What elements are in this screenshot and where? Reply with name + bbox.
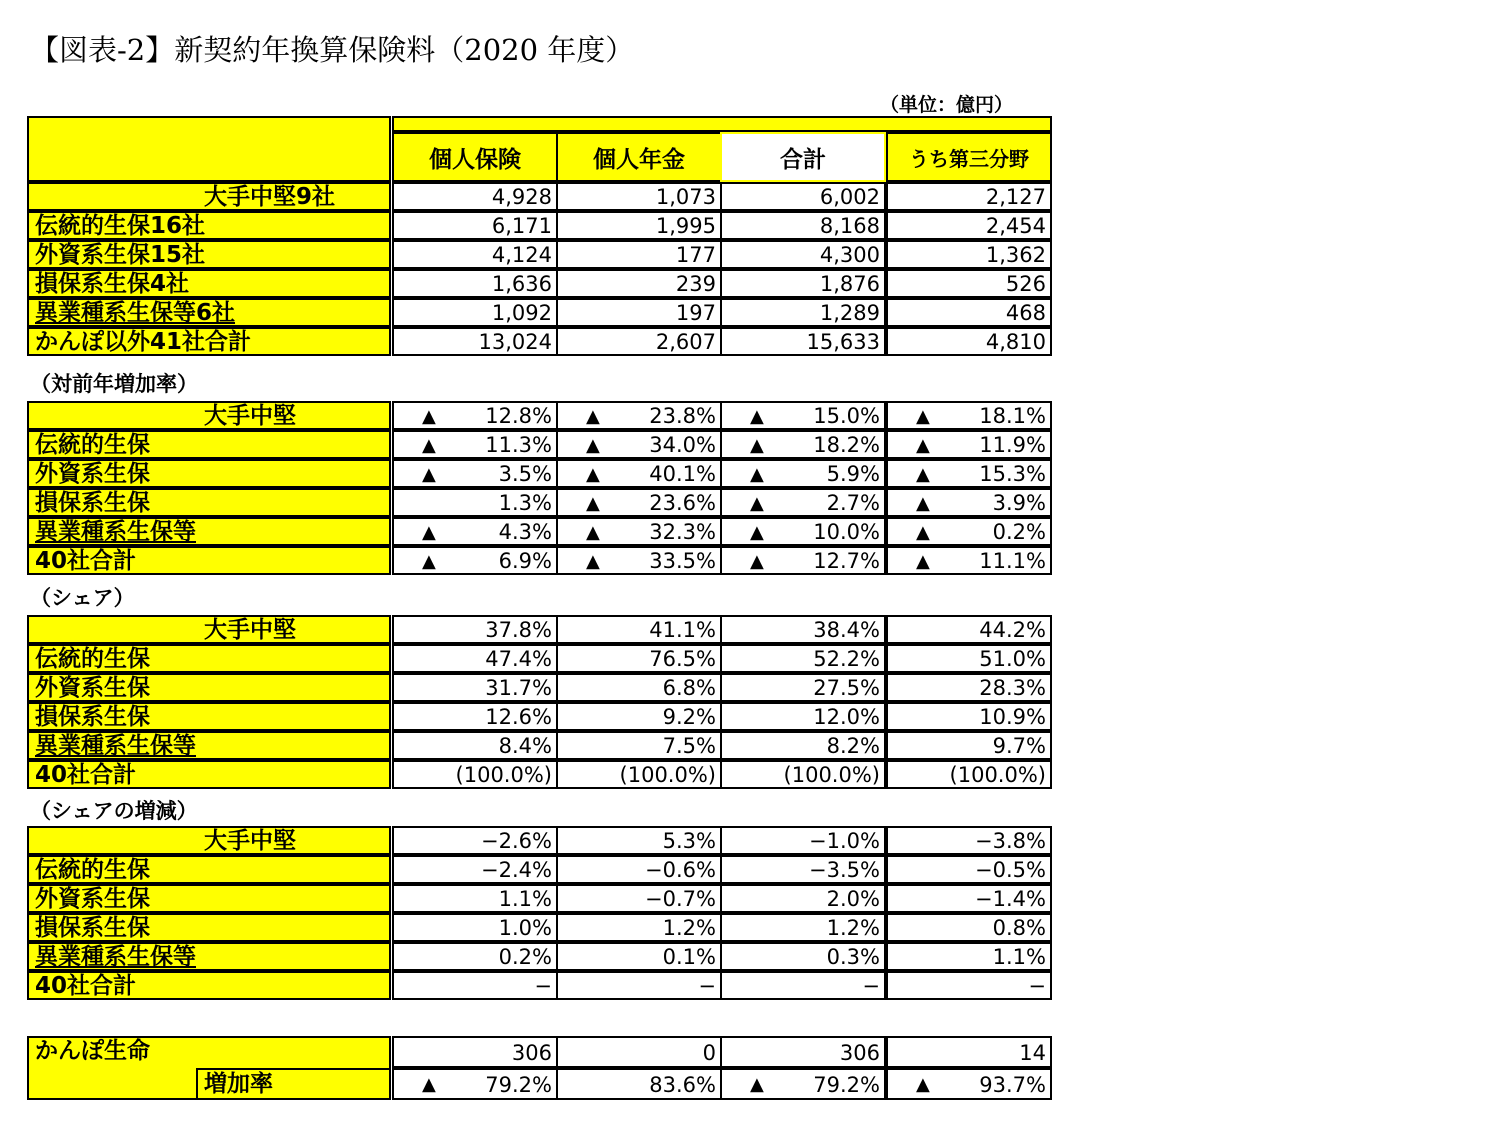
row-label-text: 40社合計 [35, 762, 137, 788]
decrease-triangle-icon: ▲ [750, 522, 764, 543]
table-cell [392, 731, 558, 760]
row-label [27, 517, 391, 546]
cell-value: 2.7% [826, 491, 880, 515]
cell-value: −3.8% [975, 829, 1046, 853]
table-cell [392, 702, 558, 731]
cell-value: 31.7% [485, 676, 552, 700]
row-label [27, 673, 391, 702]
section-heading: （対前年増加率） [30, 372, 198, 396]
header-band [392, 116, 1052, 132]
cell-value: 9.7% [992, 734, 1046, 758]
decrease-triangle-icon: ▲ [916, 1074, 930, 1095]
table-cell [886, 731, 1052, 760]
section-heading: （シェアの増減） [30, 799, 198, 823]
cell-value: 1,362 [985, 243, 1046, 267]
cell-value: 47.4% [485, 647, 552, 671]
decrease-triangle-icon: ▲ [422, 522, 436, 543]
cell-value: 5.3% [662, 829, 716, 853]
decrease-triangle-icon: ▲ [916, 435, 930, 456]
table-cell [392, 546, 558, 575]
cell-value: 23.8% [649, 404, 716, 428]
table-cell [886, 517, 1052, 546]
table-cell [556, 401, 722, 430]
cell-value: 12.8% [485, 404, 552, 428]
table-cell [556, 546, 722, 575]
cell-value: −1.4% [975, 887, 1046, 911]
table-cell [392, 760, 558, 789]
cell-value: 83.6% [649, 1073, 716, 1097]
table-cell [556, 298, 722, 327]
cell-value: 7.5% [662, 734, 716, 758]
cell-value: (100.0%) [619, 763, 716, 787]
row-label-text: 異業種系生保等 [35, 944, 196, 970]
cell-value: 37.8% [485, 618, 552, 642]
table-cell [556, 1036, 722, 1068]
table-cell [556, 327, 722, 356]
cell-value: 2,127 [985, 185, 1046, 209]
decrease-triangle-icon: ▲ [586, 493, 600, 514]
table-cell [392, 182, 558, 211]
row-label [27, 459, 391, 488]
table-cell [886, 327, 1052, 356]
cell-value: −2.6% [481, 829, 552, 853]
cell-value: 15,633 [806, 330, 880, 354]
cell-value: 2.0% [826, 887, 880, 911]
table-cell [886, 430, 1052, 459]
table-cell [392, 298, 558, 327]
row-label-text: 外資系生保 [35, 675, 150, 701]
cell-value: 40.1% [649, 462, 716, 486]
cell-value: 1,995 [655, 214, 716, 238]
cell-value: 12.0% [813, 705, 880, 729]
decrease-triangle-icon: ▲ [916, 464, 930, 485]
row-label [27, 182, 391, 211]
page-title: 【図表-2】新契約年換算保険料（2020 年度） [30, 33, 635, 67]
row-label [27, 488, 391, 517]
row-label-text: 外資系生保15社 [35, 242, 206, 268]
table-cell [556, 760, 722, 789]
table-cell [392, 971, 558, 1000]
cell-value: 1.1% [498, 887, 552, 911]
cell-value: 51.0% [979, 647, 1046, 671]
table-cell [392, 517, 558, 546]
table-cell [720, 430, 886, 459]
table-cell [556, 517, 722, 546]
table-cell [392, 673, 558, 702]
table-cell [392, 855, 558, 884]
table-cell [886, 182, 1052, 211]
table-cell [392, 240, 558, 269]
table-cell [720, 211, 886, 240]
cell-value: −3.5% [809, 858, 880, 882]
cell-value: 6,171 [491, 214, 552, 238]
cell-value: 4,300 [819, 243, 880, 267]
table-cell [556, 673, 722, 702]
table-cell [886, 673, 1052, 702]
decrease-triangle-icon: ▲ [422, 551, 436, 572]
table-cell [392, 488, 558, 517]
table-cell [720, 826, 886, 855]
table-cell [886, 971, 1052, 1000]
decrease-triangle-icon: ▲ [916, 522, 930, 543]
row-label [27, 884, 391, 913]
row-label [27, 826, 391, 855]
cell-value: 2,454 [985, 214, 1046, 238]
table-cell [720, 673, 886, 702]
cell-value: 44.2% [979, 618, 1046, 642]
column-header-third-sector: うち第三分野 [886, 132, 1052, 182]
cell-value: 13,024 [478, 330, 552, 354]
cell-value: 3.9% [992, 491, 1046, 515]
row-label [27, 731, 391, 760]
decrease-triangle-icon: ▲ [586, 551, 600, 572]
table-cell [556, 884, 722, 913]
cell-value: −2.4% [481, 858, 552, 882]
row-label [27, 615, 391, 644]
table-cell [392, 644, 558, 673]
table-cell [392, 1068, 558, 1100]
table-cell [720, 884, 886, 913]
decrease-triangle-icon: ▲ [586, 435, 600, 456]
table-cell [886, 855, 1052, 884]
table-cell [556, 855, 722, 884]
table-cell [720, 269, 886, 298]
table-cell [720, 488, 886, 517]
cell-value: 38.4% [813, 618, 880, 642]
cell-value: − [1028, 974, 1046, 998]
row-label-text: 40社合計 [35, 973, 137, 999]
table-cell [720, 731, 886, 760]
cell-value: 3.5% [498, 462, 552, 486]
table-cell [886, 488, 1052, 517]
decrease-triangle-icon: ▲ [916, 493, 930, 514]
table-cell [886, 942, 1052, 971]
cell-value: (100.0%) [783, 763, 880, 787]
row-label [27, 913, 391, 942]
cell-value: 177 [675, 243, 716, 267]
cell-value: 239 [675, 272, 716, 296]
table-cell [392, 942, 558, 971]
cell-value: 1.0% [498, 916, 552, 940]
row-label-text: 異業種系生保等 [35, 733, 196, 759]
cell-value: 2,607 [655, 330, 716, 354]
cell-value: 4,810 [985, 330, 1046, 354]
row-label-text: 伝統的生保 [35, 857, 150, 883]
decrease-triangle-icon: ▲ [422, 435, 436, 456]
table-cell [720, 942, 886, 971]
cell-value: 23.6% [649, 491, 716, 515]
table-cell [886, 240, 1052, 269]
row-label-text: 異業種系生保等6社 [35, 300, 236, 326]
cell-value: 0.2% [498, 945, 552, 969]
decrease-triangle-icon: ▲ [750, 406, 764, 427]
cell-value: 32.3% [649, 520, 716, 544]
cell-value: 1,073 [655, 185, 716, 209]
cell-value: 18.2% [813, 433, 880, 457]
table-cell [392, 913, 558, 942]
cell-value: 15.3% [979, 462, 1046, 486]
decrease-triangle-icon: ▲ [916, 551, 930, 572]
unit-note: （単位：億円） [880, 94, 1014, 116]
table-cell [886, 211, 1052, 240]
row-label-text: 大手中堅9社 [204, 184, 336, 210]
cell-value: 4,928 [491, 185, 552, 209]
row-label-text: かんぽ生命 [35, 1038, 150, 1064]
cell-value: 0.2% [992, 520, 1046, 544]
row-label [27, 942, 391, 971]
cell-value: −0.5% [975, 858, 1046, 882]
cell-value: 5.9% [826, 462, 880, 486]
table-cell [556, 211, 722, 240]
cell-value: −0.7% [645, 887, 716, 911]
cell-value: 1,289 [819, 301, 880, 325]
cell-value: 306 [839, 1041, 880, 1065]
table-cell [886, 401, 1052, 430]
rate-label-box [196, 1068, 391, 1100]
table-cell [720, 615, 886, 644]
row-label [27, 240, 391, 269]
row-label [27, 327, 391, 356]
cell-value: 52.2% [813, 647, 880, 671]
cell-value: − [698, 974, 716, 998]
cell-value: 197 [675, 301, 716, 325]
cell-value: 12.7% [813, 549, 880, 573]
row-label [27, 401, 391, 430]
row-label [27, 760, 391, 789]
row-label-text: 異業種系生保等 [35, 519, 196, 545]
cell-value: 6.9% [498, 549, 552, 573]
row-label-text: 損保系生保 [35, 915, 150, 941]
cell-value: 4.3% [498, 520, 552, 544]
table-cell [720, 913, 886, 942]
table-cell [886, 884, 1052, 913]
row-label-text: 損保系生保 [35, 704, 150, 730]
cell-value: 79.2% [813, 1073, 880, 1097]
table-cell [886, 760, 1052, 789]
table-cell [720, 644, 886, 673]
cell-value: 76.5% [649, 647, 716, 671]
table-cell [720, 1036, 886, 1068]
row-label-text: 大手中堅 [204, 403, 296, 429]
decrease-triangle-icon: ▲ [750, 435, 764, 456]
row-label-text: 外資系生保 [35, 461, 150, 487]
cell-value: 1.2% [826, 916, 880, 940]
row-label-text: 大手中堅 [204, 617, 296, 643]
table-cell [556, 240, 722, 269]
row-label-text: 損保系生保4社 [35, 271, 190, 297]
row-label [27, 855, 391, 884]
cell-value: 468 [1005, 301, 1046, 325]
table-cell [720, 240, 886, 269]
cell-value: 1,636 [491, 272, 552, 296]
cell-value: − [534, 974, 552, 998]
row-label [27, 702, 391, 731]
row-label-text: 40社合計 [35, 548, 137, 574]
cell-value: 10.9% [979, 705, 1046, 729]
decrease-triangle-icon: ▲ [422, 464, 436, 485]
table-cell [556, 826, 722, 855]
row-label [27, 211, 391, 240]
cell-value: 10.0% [813, 520, 880, 544]
cell-value: 6,002 [819, 185, 880, 209]
table-cell [556, 1068, 722, 1100]
decrease-triangle-icon: ▲ [586, 464, 600, 485]
cell-value: 41.1% [649, 618, 716, 642]
table-cell [556, 942, 722, 971]
table-cell [720, 855, 886, 884]
cell-value: 14 [1019, 1041, 1046, 1065]
cell-value: 11.1% [979, 549, 1046, 573]
row-label-text: 損保系生保 [35, 490, 150, 516]
cell-value: 1.2% [662, 916, 716, 940]
cell-value: −0.6% [645, 858, 716, 882]
row-label-text: 大手中堅 [204, 828, 296, 854]
table-cell [392, 327, 558, 356]
cell-value: 0.1% [662, 945, 716, 969]
table-cell [886, 644, 1052, 673]
row-label-text: 伝統的生保 [35, 432, 150, 458]
cell-value: 79.2% [485, 1073, 552, 1097]
table-cell [886, 546, 1052, 575]
table-cell [886, 615, 1052, 644]
row-label [27, 298, 391, 327]
cell-value: 33.5% [649, 549, 716, 573]
table-cell [720, 517, 886, 546]
table-cell [886, 913, 1052, 942]
table-cell [556, 702, 722, 731]
table-cell [392, 1036, 558, 1068]
table-cell [720, 546, 886, 575]
row-label [27, 971, 391, 1000]
table-cell [556, 182, 722, 211]
cell-value: 8.2% [826, 734, 880, 758]
cell-value: 4,124 [491, 243, 552, 267]
cell-value: 34.0% [649, 433, 716, 457]
header-corner [27, 116, 391, 182]
cell-value: 526 [1005, 272, 1046, 296]
cell-value: 1.3% [498, 491, 552, 515]
table-cell [392, 401, 558, 430]
cell-value: (100.0%) [455, 763, 552, 787]
decrease-triangle-icon: ▲ [586, 522, 600, 543]
cell-value: 11.9% [979, 433, 1046, 457]
row-label-text: かんぽ以外41社合計 [35, 329, 252, 355]
table-cell [720, 327, 886, 356]
table-cell [886, 1036, 1052, 1068]
table-cell [886, 826, 1052, 855]
cell-value: −1.0% [809, 829, 880, 853]
cell-value: − [862, 974, 880, 998]
row-label [27, 269, 391, 298]
decrease-triangle-icon: ▲ [422, 406, 436, 427]
cell-value: 8.4% [498, 734, 552, 758]
table-cell [392, 884, 558, 913]
table-cell [556, 913, 722, 942]
table-cell [392, 430, 558, 459]
cell-value: 1.1% [992, 945, 1046, 969]
cell-value: 15.0% [813, 404, 880, 428]
table-cell [556, 644, 722, 673]
table-cell [886, 1068, 1052, 1100]
row-label-rate: 増加率 [204, 1071, 273, 1097]
table-cell [392, 459, 558, 488]
table-cell [886, 459, 1052, 488]
table-cell [886, 298, 1052, 327]
cell-value: 0 [702, 1041, 716, 1065]
table-cell [392, 211, 558, 240]
table-cell [556, 430, 722, 459]
cell-value: 1,876 [819, 272, 880, 296]
cell-value: 27.5% [813, 676, 880, 700]
table-cell [556, 488, 722, 517]
decrease-triangle-icon: ▲ [586, 406, 600, 427]
table-cell [556, 459, 722, 488]
cell-value: 1,092 [491, 301, 552, 325]
table-cell [720, 1068, 886, 1100]
table-cell [392, 615, 558, 644]
decrease-triangle-icon: ▲ [750, 1074, 764, 1095]
row-label [27, 430, 391, 459]
cell-value: 12.6% [485, 705, 552, 729]
row-label-text: 伝統的生保 [35, 646, 150, 672]
decrease-triangle-icon: ▲ [750, 551, 764, 572]
cell-value: 11.3% [485, 433, 552, 457]
cell-value: 28.3% [979, 676, 1046, 700]
decrease-triangle-icon: ▲ [916, 406, 930, 427]
table-cell [556, 731, 722, 760]
table-cell [720, 971, 886, 1000]
table-cell [720, 760, 886, 789]
table-cell [392, 826, 558, 855]
cell-value: 0.3% [826, 945, 880, 969]
section-heading: （シェア） [30, 586, 135, 610]
column-header-individual-annuity: 個人年金 [556, 132, 722, 182]
decrease-triangle-icon: ▲ [750, 464, 764, 485]
table-cell [556, 269, 722, 298]
cell-value: 9.2% [662, 705, 716, 729]
cell-value: 93.7% [979, 1073, 1046, 1097]
table-cell [556, 615, 722, 644]
row-label-text: 外資系生保 [35, 886, 150, 912]
cell-value: 306 [511, 1041, 552, 1065]
table-cell [392, 269, 558, 298]
cell-value: 6.8% [662, 676, 716, 700]
table-cell [720, 298, 886, 327]
column-header-total: 合計 [720, 132, 886, 182]
cell-value: 18.1% [979, 404, 1046, 428]
table-cell [720, 702, 886, 731]
table-cell [720, 182, 886, 211]
row-label-text: 伝統的生保16社 [35, 213, 206, 239]
column-header-individual-insurance: 個人保険 [392, 132, 558, 182]
table-cell [556, 971, 722, 1000]
decrease-triangle-icon: ▲ [750, 493, 764, 514]
table-cell [720, 459, 886, 488]
cell-value: 8,168 [819, 214, 880, 238]
table-cell [720, 401, 886, 430]
row-label [27, 644, 391, 673]
cell-value: 0.8% [992, 916, 1046, 940]
cell-value: (100.0%) [949, 763, 1046, 787]
table-cell [886, 702, 1052, 731]
table-cell [886, 269, 1052, 298]
decrease-triangle-icon: ▲ [422, 1074, 436, 1095]
row-label [27, 546, 391, 575]
